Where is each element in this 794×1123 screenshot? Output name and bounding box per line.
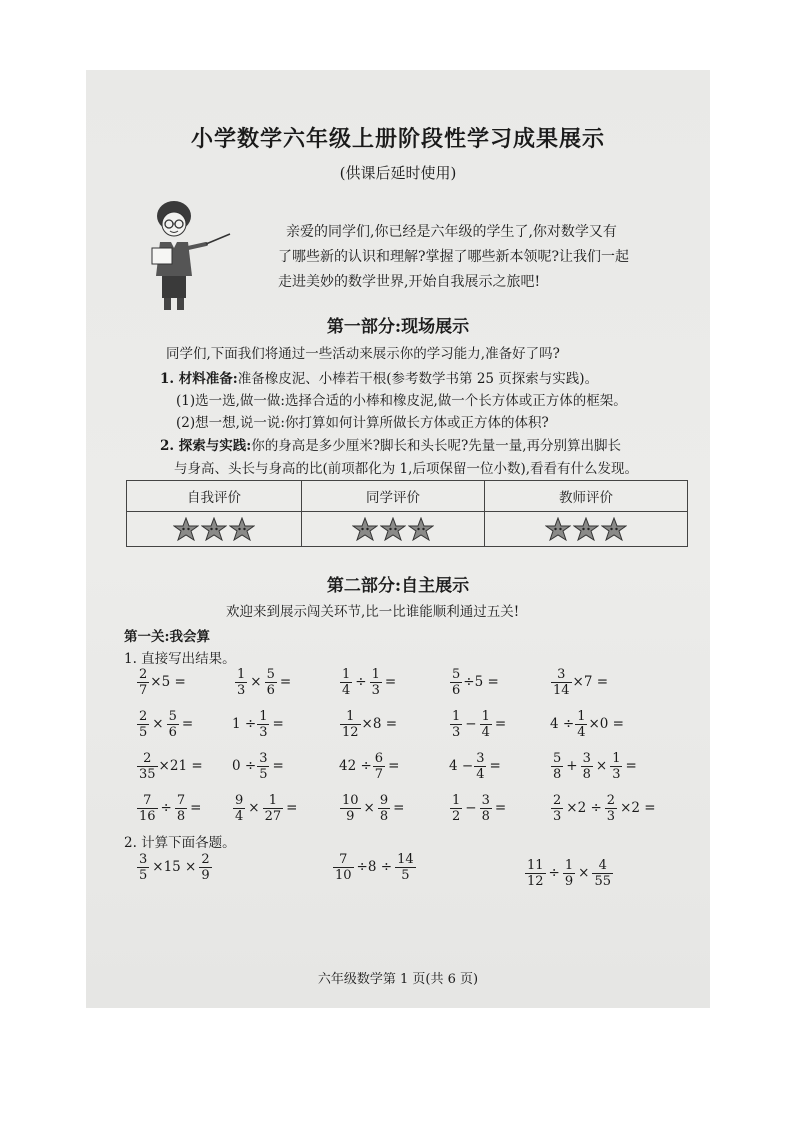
denominator: 6 — [266, 683, 275, 698]
fraction — [450, 710, 462, 739]
denominator: 8 — [379, 809, 389, 824]
problem — [449, 752, 503, 781]
numerator: 7 — [137, 794, 158, 809]
item2-label: 2. 探索与实践: — [160, 438, 252, 454]
operator-text: ÷ — [355, 674, 367, 690]
denominator: 4 — [235, 809, 244, 824]
operator-text: ÷ — [548, 865, 560, 881]
fraction — [525, 859, 546, 888]
denominator: 9 — [346, 809, 355, 824]
fraction — [605, 794, 617, 823]
denominator: 14 — [553, 683, 570, 698]
numerator: 3 — [476, 751, 485, 766]
problem — [136, 668, 186, 697]
problem — [136, 710, 195, 739]
denominator: 12 — [527, 874, 544, 889]
fraction — [480, 794, 492, 823]
numerator: 5 — [168, 709, 177, 724]
operator-text: × — [248, 800, 260, 816]
fraction — [551, 752, 563, 781]
star-icon[interactable] — [380, 517, 406, 541]
item1-text: 准备橡皮泥、小棒若干根(参考数学书第 25 页探索与实践)。 — [237, 371, 599, 387]
star-icon[interactable] — [352, 517, 378, 541]
fraction — [551, 668, 572, 697]
intro-paragraph — [278, 220, 688, 295]
problem — [339, 668, 398, 697]
operator-text: + — [566, 758, 578, 774]
eval-header-teacher: 教师评价 — [485, 481, 688, 512]
numerator: 2 — [137, 752, 158, 767]
fraction — [137, 794, 158, 823]
problem — [449, 794, 508, 823]
numerator: 5 — [553, 751, 562, 766]
numerator: 7 — [333, 853, 354, 868]
fraction — [199, 853, 211, 882]
denominator: 3 — [237, 683, 246, 698]
numerator: 5 — [452, 667, 461, 682]
item2-cont: 与身高、头长与身高的比(前项都化为 1,后项保留一位小数),看看有什么发现。 — [174, 461, 638, 477]
operator-text: − — [465, 800, 477, 816]
operator-text: ×7 = — [572, 674, 609, 690]
fraction — [265, 668, 277, 697]
fraction — [563, 859, 575, 888]
operator-text: = — [494, 800, 507, 816]
fraction — [581, 752, 593, 781]
fraction — [257, 710, 269, 739]
problem — [136, 752, 203, 781]
denominator: 9 — [564, 874, 574, 889]
operator-text: ×5 = — [150, 674, 186, 690]
operator-text: 1 ÷ — [232, 716, 257, 732]
item2 — [160, 434, 621, 454]
problem — [550, 710, 624, 739]
denominator: 5 — [139, 725, 148, 740]
problem — [339, 710, 397, 739]
intro-line: 了哪些新的认识和理解?掌握了哪些新本领呢?让我们一起 — [278, 249, 630, 265]
operator-text: ×0 = — [588, 716, 624, 732]
fraction — [340, 794, 361, 823]
operator-text: = — [393, 800, 405, 816]
part2-heading: 第二部分:自主展示 — [326, 576, 470, 596]
problem — [449, 668, 499, 697]
numerator: 1 — [371, 667, 380, 682]
fraction — [263, 794, 284, 823]
numerator: 5 — [266, 667, 275, 682]
worksheet-page — [86, 70, 710, 1008]
numerator: 3 — [551, 668, 572, 683]
problem — [449, 710, 508, 739]
fraction — [137, 853, 149, 882]
numerator: 1 — [481, 709, 490, 724]
problem — [136, 853, 213, 882]
problem — [339, 752, 401, 781]
fraction — [575, 710, 587, 739]
denominator: 16 — [139, 809, 156, 824]
denominator: 3 — [371, 683, 380, 698]
operator-text: = — [272, 716, 284, 732]
operator-text: = — [272, 758, 284, 774]
denominator: 3 — [612, 767, 621, 782]
numerator: 3 — [139, 852, 148, 867]
operator-text: = — [489, 758, 501, 774]
item1-label: 1. 材料准备: — [160, 371, 238, 387]
eval-stars-self — [127, 512, 302, 547]
numerator: 2 — [139, 667, 148, 682]
operator-text: ×15 × — [152, 859, 197, 875]
eval-header-self: 自我评价 — [127, 481, 302, 512]
intro-line: 亲爱的同学们,你已经是六年级的学生了,你对数学又有 — [286, 224, 617, 240]
fraction — [551, 794, 563, 823]
fraction — [175, 794, 187, 823]
operator-text: 42 ÷ — [339, 758, 372, 774]
denominator: 4 — [577, 725, 586, 740]
question2: 2. 计算下面各题。 — [124, 835, 236, 851]
denominator: 3 — [259, 725, 268, 740]
denominator: 3 — [606, 809, 616, 824]
numerator: 14 — [397, 852, 414, 867]
operator-text: 0 ÷ — [232, 758, 257, 774]
operator-text: × — [363, 800, 375, 816]
numerator: 1 — [452, 709, 461, 724]
problem — [232, 794, 299, 823]
star-icon[interactable] — [545, 517, 571, 541]
operator-text: × — [578, 865, 590, 881]
operator-text: ÷8 ÷ — [356, 859, 393, 875]
eval-stars-peer — [302, 512, 485, 547]
part1-lead: 同学们,下面我们将通过一些活动来展示你的学习能力,准备好了吗? — [166, 346, 560, 362]
operator-text: ×2 ÷ — [566, 800, 602, 816]
eval-header-peer: 同学评价 — [302, 481, 485, 512]
fraction — [340, 668, 352, 697]
numerator: 1 — [452, 793, 461, 808]
evaluation-table — [126, 480, 688, 547]
item1 — [160, 367, 598, 387]
problem — [550, 794, 658, 823]
denominator: 3 — [553, 809, 562, 824]
part2-lead: 欢迎来到展示闯关环节,比一比谁能顺利通过五关! — [226, 604, 520, 620]
denominator: 55 — [594, 874, 611, 889]
numerator: 3 — [481, 793, 490, 808]
operator-text: × — [250, 674, 262, 690]
denominator: 35 — [139, 767, 156, 782]
operator-text: ×21 = — [158, 758, 203, 774]
denominator: 4 — [481, 725, 490, 740]
fraction — [137, 668, 149, 697]
operator-text: = — [190, 800, 202, 816]
denominator: 6 — [452, 683, 461, 698]
denominator: 5 — [401, 868, 410, 883]
problem — [232, 710, 286, 739]
denominator: 8 — [176, 809, 186, 824]
operator-text: ÷5 = — [463, 674, 499, 690]
operator-text: = — [181, 716, 194, 732]
problem — [136, 794, 203, 823]
operator-text: 4 ÷ — [550, 716, 575, 732]
denominator: 7 — [139, 683, 148, 698]
fraction — [235, 668, 247, 697]
operator-text: = — [494, 716, 507, 732]
numerator: 9 — [235, 793, 244, 808]
operator-text: ÷ — [160, 800, 172, 816]
page-footer: 六年级数学第 1 页(共 6 页) — [317, 972, 479, 987]
operator-text: × — [152, 716, 164, 732]
operator-text: = — [286, 800, 298, 816]
eval-stars-teacher — [485, 512, 688, 547]
fraction — [450, 668, 462, 697]
fraction — [333, 853, 354, 882]
fraction — [592, 859, 613, 888]
numerator: 10 — [342, 793, 359, 808]
numerator: 1 — [259, 709, 268, 724]
fraction — [373, 752, 385, 781]
fraction — [395, 853, 416, 882]
fraction — [610, 752, 622, 781]
problem — [550, 752, 639, 781]
star-icon[interactable] — [173, 517, 199, 541]
operator-text: = — [388, 758, 400, 774]
numerator: 9 — [379, 793, 389, 808]
teacher-illustration — [142, 196, 232, 314]
operator-text: × — [595, 758, 608, 774]
operator-text: ×2 = — [620, 800, 656, 816]
numerator: 2 — [606, 793, 616, 808]
problem — [234, 668, 293, 697]
fraction — [378, 794, 390, 823]
numerator: 6 — [374, 751, 384, 766]
star-icon[interactable] — [408, 517, 434, 541]
operator-text: = — [279, 674, 292, 690]
fraction — [137, 752, 158, 781]
fraction — [474, 752, 486, 781]
operator-text: ×8 = — [361, 716, 398, 732]
item2-text: 你的身高是多少厘米?脚长和头长呢?先量一量,再分别算出脚长 — [251, 438, 622, 454]
numerator: 2 — [201, 852, 210, 867]
question1: 1. 直接写出结果。 — [124, 651, 236, 667]
numerator: 3 — [259, 751, 268, 766]
intro-line: 走进美妙的数学世界,开始自我展示之旅吧! — [278, 274, 541, 290]
denominator: 6 — [168, 725, 177, 740]
problem — [232, 752, 286, 781]
operator-text: = — [384, 674, 397, 690]
denominator: 8 — [481, 809, 490, 824]
numerator: 1 — [612, 751, 621, 766]
denominator: 9 — [201, 868, 210, 883]
numerator: 4 — [592, 859, 613, 874]
fraction — [257, 752, 269, 781]
fraction — [137, 710, 149, 739]
numerator: 1 — [237, 667, 246, 682]
numerator: 1 — [342, 667, 351, 682]
page-subtitle: (供课后延时使用) — [339, 164, 457, 182]
fraction — [450, 794, 462, 823]
item1-sub2: (2)想一想,说一说:你打算如何计算所做长方体或正方体的体积? — [176, 415, 549, 431]
operator-text: − — [465, 716, 477, 732]
problem — [332, 853, 417, 882]
fraction — [340, 710, 361, 739]
star-icon[interactable] — [229, 517, 255, 541]
star-icon[interactable] — [201, 517, 227, 541]
problem — [524, 859, 614, 888]
numerator: 1 — [564, 858, 574, 873]
part1-heading: 第一部分:现场展示 — [326, 317, 470, 337]
denominator: 2 — [452, 809, 461, 824]
numerator: 1 — [577, 709, 586, 724]
numerator: 2 — [553, 793, 562, 808]
numerator: 3 — [582, 751, 591, 766]
denominator: 12 — [342, 725, 359, 740]
fraction — [233, 794, 245, 823]
operator-text: 4 − — [449, 758, 474, 774]
star-icon[interactable] — [601, 517, 627, 541]
star-icon[interactable] — [573, 517, 599, 541]
denominator: 8 — [553, 767, 562, 782]
problem — [339, 794, 406, 823]
level1-heading: 第一关:我会算 — [124, 629, 210, 645]
numerator: 2 — [139, 709, 148, 724]
item1-sub1: (1)选一选,做一做:选择合适的小棒和橡皮泥,做一个长方体或正方体的框架。 — [176, 393, 627, 409]
numerator: 11 — [527, 858, 544, 873]
denominator: 4 — [476, 767, 485, 782]
denominator: 3 — [452, 725, 461, 740]
page-title: 小学数学六年级上册阶段性学习成果展示 — [190, 126, 605, 152]
denominator: 4 — [342, 683, 351, 698]
denominator: 8 — [582, 767, 591, 782]
denominator: 7 — [374, 767, 384, 782]
denominator: 5 — [259, 767, 268, 782]
denominator: 10 — [335, 868, 352, 883]
fraction — [480, 710, 492, 739]
numerator: 7 — [176, 793, 186, 808]
operator-text: = — [625, 758, 637, 774]
fraction — [370, 668, 382, 697]
denominator: 5 — [139, 868, 148, 883]
denominator: 27 — [264, 809, 282, 824]
problem — [550, 668, 608, 697]
fraction — [167, 710, 179, 739]
numerator: 1 — [340, 710, 361, 725]
numerator: 1 — [263, 794, 284, 809]
